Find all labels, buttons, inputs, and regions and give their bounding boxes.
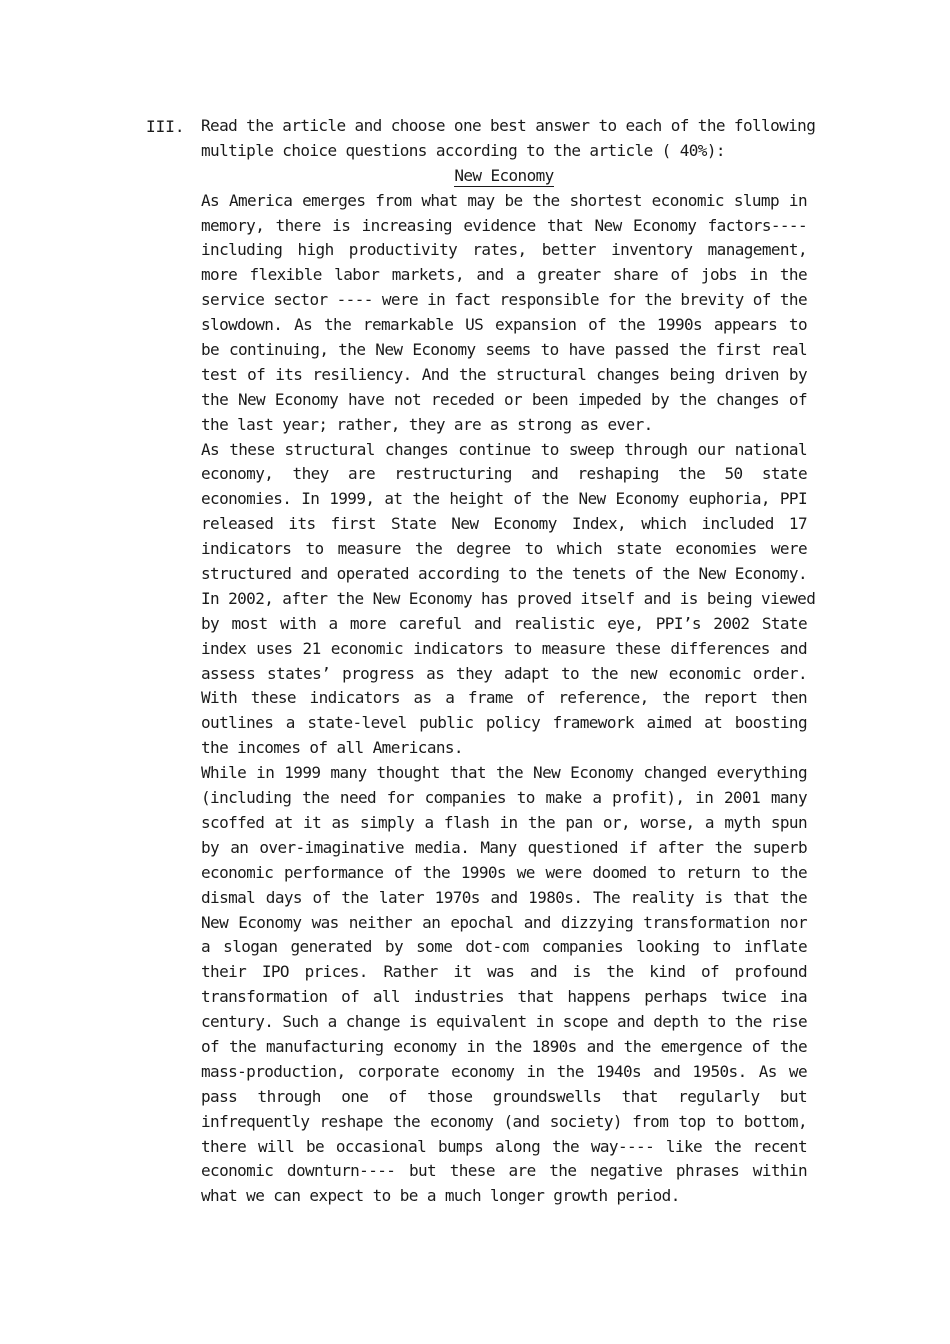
paragraph-line: economic downturn---- but these are the negative phrases within: [201, 1161, 807, 1181]
paragraph-line: New Economy was neither an epochal and dizzying transformation nor: [201, 912, 807, 932]
instruction-line: multiple choice questions according to the article ( 40%):: [201, 140, 725, 160]
paragraph-line: transformation of all industries that happens perhaps twice ina: [201, 987, 807, 1007]
paragraph-line: dismal days of the later 1970s and 1980s. The reality is that the: [201, 887, 807, 907]
paragraph-line: memory, there is increasing evidence that New Economy factors----: [201, 215, 807, 235]
paragraph-line: century. Such a change is equivalent in scope and depth to the rise: [201, 1012, 807, 1032]
paragraph-line: more flexible labor markets, and a greater share of jobs in the: [201, 265, 807, 285]
paragraph-line: the last year; rather, they are as strong as ever.: [201, 414, 653, 434]
paragraph-line: index uses 21 economic indicators to measure these differences and: [201, 638, 807, 658]
paragraph-line: including high productivity rates, better inventory management,: [201, 240, 807, 260]
paragraph-line: assess states’ progress as they adapt to the new economic order.: [201, 663, 807, 683]
paragraph-line: a slogan generated by some dot-com companies looking to inflate: [201, 937, 807, 957]
paragraph-line: pass through one of those groundswells that regularly but: [201, 1086, 807, 1106]
paragraph-line: indicators to measure the degree to which state economies were: [201, 539, 807, 559]
paragraph-line: mass-production, corporate economy in the 1940s and 1950s. As we: [201, 1061, 807, 1081]
paragraph-line: by an over-imaginative media. Many questioned if after the superb: [201, 837, 807, 857]
paragraph-line: by most with a more careful and realistic eye, PPI’s 2002 State: [201, 613, 807, 633]
article-paragraph: [201, 438, 816, 762]
paragraph-line: (including the need for companies to make a profit), in 2001 many: [201, 788, 807, 808]
paragraph-line: slowdown. As the remarkable US expansion of the 1990s appears to: [201, 315, 807, 335]
paragraph-line: their IPO prices. Rather it was and is the kind of profound: [201, 962, 807, 982]
paragraph-line: infrequently reshape the economy (and society) from top to bottom,: [201, 1111, 807, 1131]
paragraph-line: While in 1999 many thought that the New Economy changed everything: [201, 763, 807, 783]
paragraph-line: In 2002, after the New Economy has proved itself and is being viewed: [201, 588, 816, 608]
paragraph-line: test of its resiliency. And the structural changes being driven by: [201, 364, 807, 384]
paragraph-line: economic performance of the 1990s we were doomed to return to the: [201, 862, 807, 882]
article-body: [201, 189, 816, 1210]
paragraph-line: structured and operated according to the tenets of the New Economy.: [201, 564, 807, 584]
paragraph-line: outlines a state-level public policy framework aimed at boosting: [201, 713, 807, 733]
paragraph-line: scoffed at it as simply a flash in the pan or, worse, a myth spun: [201, 812, 807, 832]
paragraph-line: As America emerges from what may be the shortest economic slump in: [201, 190, 807, 210]
paragraph-line: released its first State New Economy Index, which included 17: [201, 514, 807, 534]
paragraph-line: As these structural changes continue to sweep through our national: [201, 439, 807, 459]
paragraph-line: what we can expect to be a much longer growth period.: [201, 1186, 680, 1206]
paragraph-line: be continuing, the New Economy seems to have passed the first real: [201, 340, 807, 360]
article-title-row: [201, 164, 807, 189]
paragraph-line: economies. In 1999, at the height of the New Economy euphoria, PPI: [201, 489, 807, 509]
paragraph-line: service sector ---- were in fact responsible for the brevity of the: [201, 290, 807, 310]
section-body: [201, 114, 816, 1209]
article-paragraph: [201, 189, 807, 438]
article-paragraph: [201, 761, 807, 1209]
paragraph-line: With these indicators as a frame of reference, the report then: [201, 688, 807, 708]
paragraph-line: the New Economy have not receded or been impeded by the changes of: [201, 389, 807, 409]
paragraph-line: economy, they are restructuring and reshaping the 50 state: [201, 464, 807, 484]
paragraph-line: of the manufacturing economy in the 1890s and the emergence of the: [201, 1036, 807, 1056]
paragraph-line: there will be occasional bumps along the way---- like the recent: [201, 1136, 807, 1156]
paragraph-line: the incomes of all Americans.: [201, 738, 463, 758]
article-title: New Economy: [454, 165, 554, 185]
instruction-line: Read the article and choose one best answer to each of the following: [201, 116, 816, 135]
section-number: III.: [146, 117, 185, 136]
instruction: [201, 114, 816, 164]
